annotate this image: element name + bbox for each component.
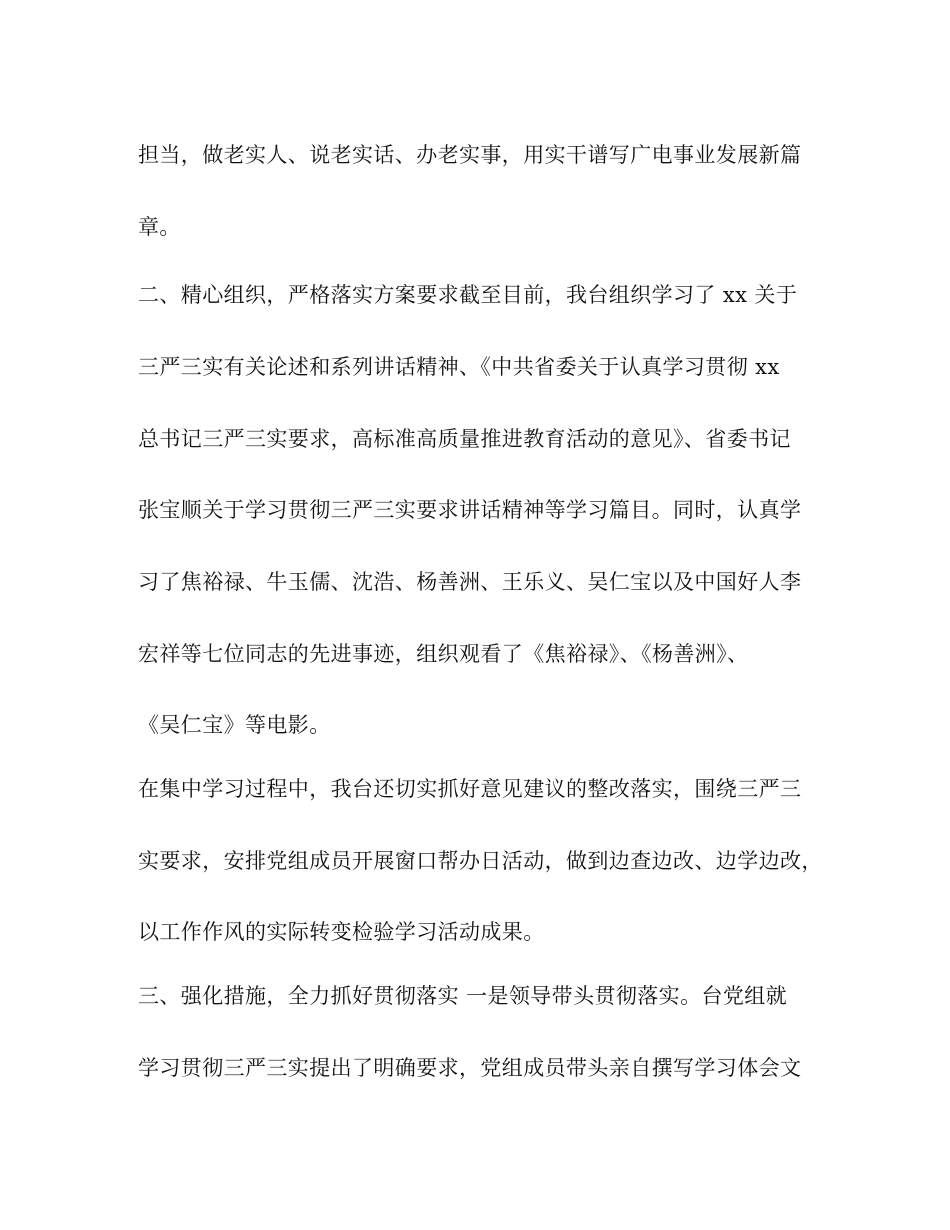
text-line: 宏祥等七位同志的先进事迹，组织观看了《焦裕禄》、《杨善洲》、 xyxy=(138,642,749,666)
text-line: 在集中学习过程中，我台还切实抓好意见建议的整改落实，围绕三严三 xyxy=(138,777,802,801)
text-line: 《吴仁宝》等电影。 xyxy=(138,713,331,737)
text-line: 学习贯彻三严三实提出了明确要求，党组成员带头亲自撰写学习体会文 xyxy=(138,1056,802,1080)
text-line: 习了焦裕禄、牛玉儒、沈浩、杨善洲、王乐义、吴仁宝以及中国好人李 xyxy=(138,570,802,594)
text-line: 以工作作风的实际转变检验学习活动成果。 xyxy=(138,920,545,944)
text-line: 章。 xyxy=(138,215,181,239)
text-line: 总书记三严三实要求，高标准高质量推进教育活动的意见》、省委书记 xyxy=(138,427,791,451)
text-line: 担当，做老实人、说老实话、办老实事，用实干谱写广电事业发展新篇 xyxy=(138,143,802,167)
text-line: 三严三实有关论述和系列讲话精神、《中共省委关于认真学习贯彻 xx xyxy=(138,355,780,379)
section-heading-line: 三、强化措施，全力抓好贯彻落实 一是领导带头贯彻落实。台党组就 xyxy=(138,984,788,1008)
text-line: 实要求，安排党组成员开展窗口帮办日活动，做到边查边改、边学边改， xyxy=(138,849,823,873)
section-heading-line: 二、精心组织，严格落实方案要求截至目前，我台组织学习了 xx 关于 xyxy=(138,283,798,307)
text-line: 张宝顺关于学习贯彻三严三实要求讲话精神等学习篇目。同时，认真学 xyxy=(138,498,802,522)
